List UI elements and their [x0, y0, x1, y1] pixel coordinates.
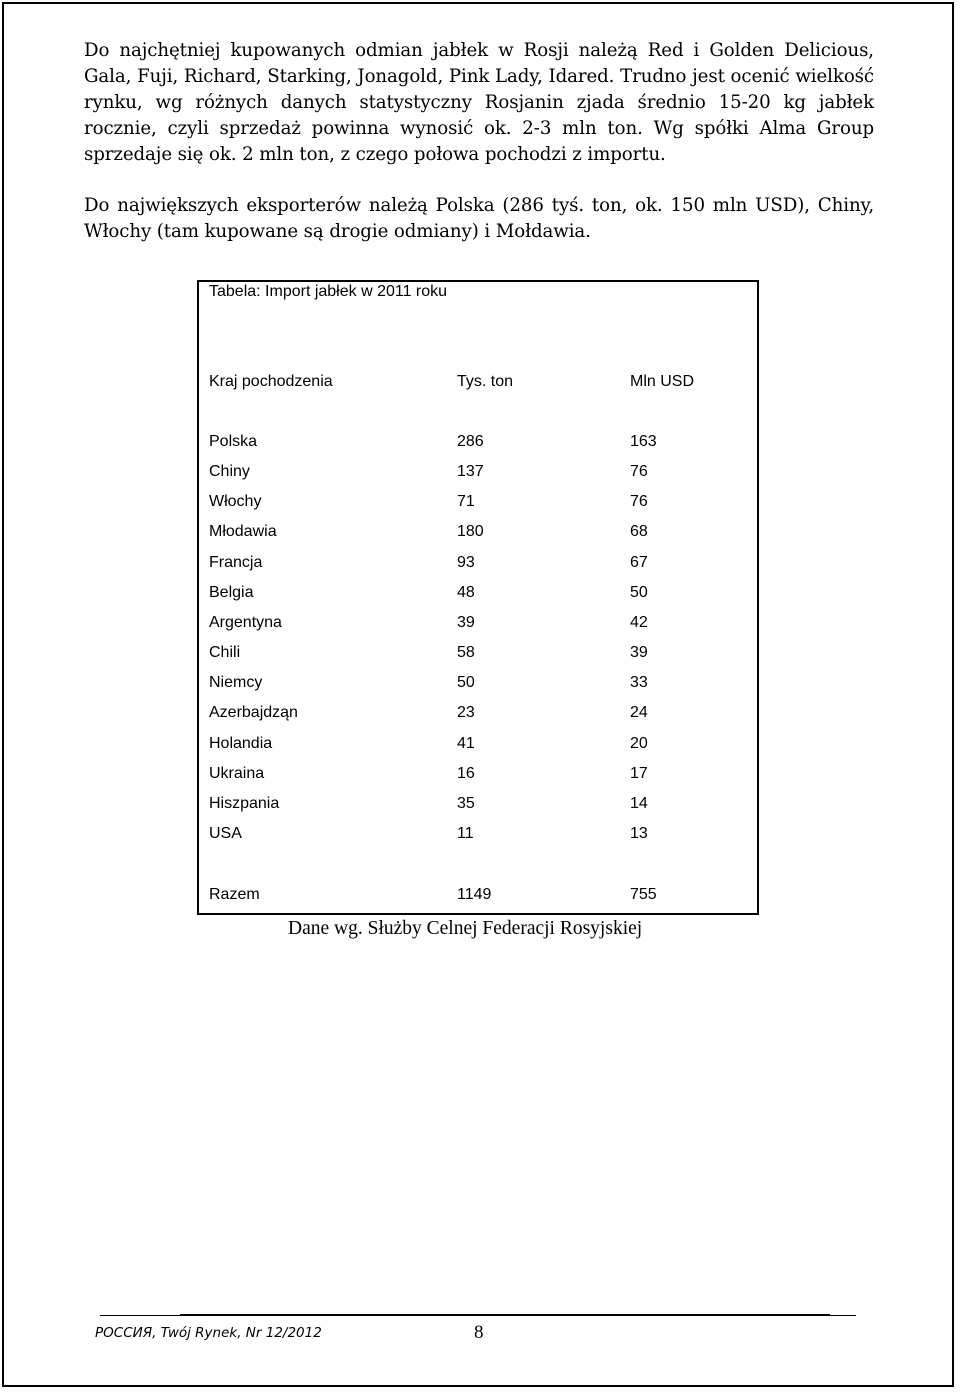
table-cell-tons: 137 [457, 463, 484, 480]
table-cell-tons: 39 [457, 614, 475, 631]
table-cell-usd: 39 [630, 644, 648, 661]
table-cell-country: Azerbajdząn [209, 704, 298, 721]
table-title: Tabela: Import jabłek w 2011 roku [209, 283, 448, 300]
table-cell-country: Polska [209, 433, 258, 450]
table-cell-usd: 76 [630, 493, 648, 510]
table-cell-usd: 24 [630, 704, 648, 721]
table-total-usd: 755 [630, 886, 657, 903]
table-cell-tons: 58 [457, 644, 475, 661]
table-cell-tons: 23 [457, 704, 475, 721]
footer-rule-bold [180, 1314, 830, 1316]
table-cell-usd: 20 [630, 735, 648, 752]
table-cell-country: Włochy [209, 493, 262, 510]
table-cell-tons: 71 [457, 493, 475, 510]
table-cell-country: Francja [209, 554, 263, 571]
table-cell-country: Argentyna [209, 614, 282, 631]
footer-publication: РОССИЯ, Twój Rynek, Nr 12/2012 [95, 1325, 322, 1341]
table-cell-country: Hiszpania [209, 795, 280, 812]
table-header-country: Kraj pochodzenia [209, 373, 333, 390]
table-cell-country: Młodawia [209, 523, 277, 540]
table-cell-tons: 16 [457, 765, 475, 782]
table-total-tons: 1149 [457, 886, 492, 903]
table-cell-usd: 163 [630, 433, 657, 450]
table-cell-country: Chiny [209, 463, 250, 480]
table-cell-usd: 76 [630, 463, 648, 480]
table-cell-country: Chili [209, 644, 241, 661]
table-cell-usd: 50 [630, 584, 648, 601]
paragraph-varieties: Do najchętniej kupowanych odmian jabłek w Rosji należą Red i Golden Delicious, Gala, Fuji, Richard, Starking, Jonagold, Pink Lady, Idared. Trudno jest ocenić wielkość rynku, wg różnych danych statystyczny Rosjanin zjada średnio 15-20 kg jabłek rocznie, czyli sprzedaż powinna wynosić ok. 2-3 mln ton. Wg spółki Alma Group sprzedaje się ok. 2 mln ton, z czego połowa pochodzi z importu. [84, 40, 874, 165]
table-cell-usd: 42 [630, 614, 648, 631]
table-cell-usd: 14 [630, 795, 648, 812]
table-cell-country: Ukraina [209, 765, 265, 782]
table-cell-country: Niemcy [209, 674, 263, 691]
table-cell-tons: 180 [457, 523, 484, 540]
table-cell-usd: 13 [630, 825, 648, 842]
table-header-usd: Mln USD [630, 373, 695, 390]
table-cell-tons: 11 [457, 825, 474, 842]
table-header-tons: Tys. ton [457, 373, 514, 390]
table-cell-country: USA [209, 825, 242, 842]
table-cell-country: Holandia [209, 735, 273, 752]
table-cell-usd: 67 [630, 554, 648, 571]
table-cell-tons: 93 [457, 554, 475, 571]
table-cell-tons: 286 [457, 433, 484, 450]
table-cell-usd: 68 [630, 523, 648, 540]
table-cell-usd: 33 [630, 674, 648, 691]
table-cell-usd: 17 [630, 765, 648, 782]
table-cell-tons: 50 [457, 674, 475, 691]
table-cell-tons: 48 [457, 584, 475, 601]
page-number: 8 [474, 1322, 484, 1343]
data-source-note: Dane wg. Służby Celnej Federacji Rosyjskiej [288, 918, 643, 939]
table-cell-tons: 41 [457, 735, 475, 752]
table-cell-tons: 35 [457, 795, 475, 812]
paragraph-exporters: Do największych eksporterów należą Polska (286 tyś. ton, ok. 150 mln USD), Chiny, Włochy (tam kupowane są drogie odmiany) i Mołdawia. [84, 195, 874, 242]
table-total-label: Razem [209, 886, 260, 903]
table-cell-country: Belgia [209, 584, 254, 601]
